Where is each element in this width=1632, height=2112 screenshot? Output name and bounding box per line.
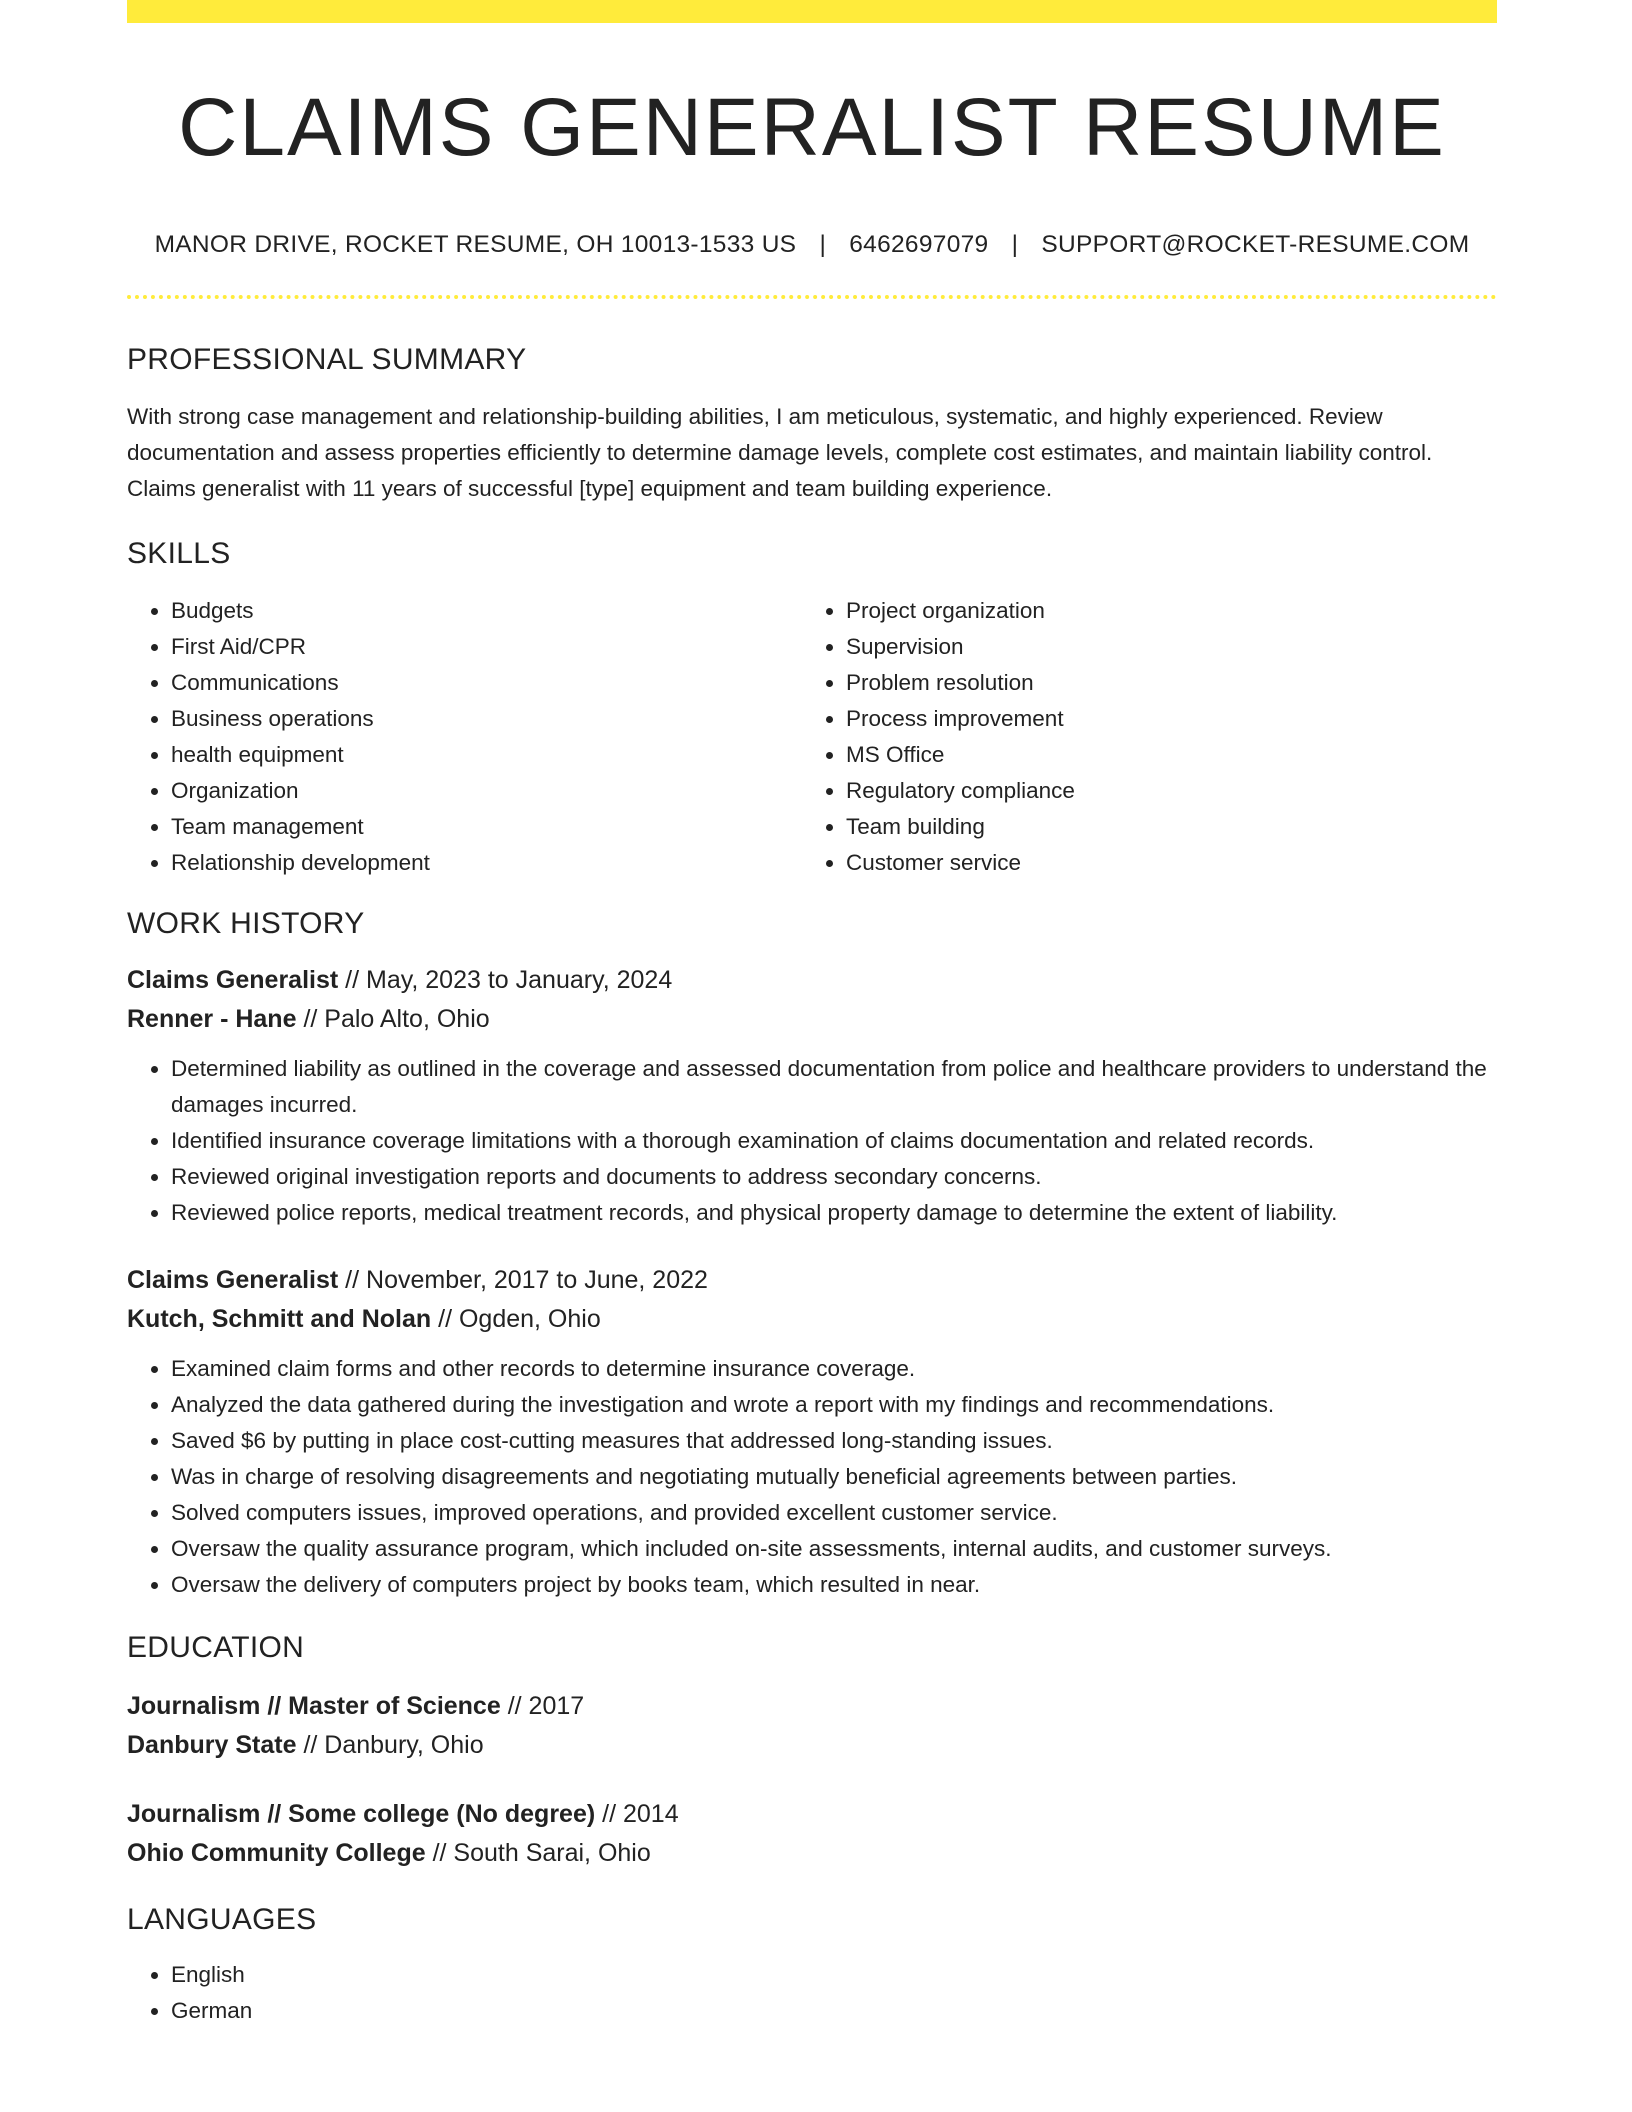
skills-heading: SKILLS: [127, 537, 231, 571]
job-bullet: • Reviewed police reports, medical treatment records, and physical property damage to determine the extent of liability.: [171, 1195, 1497, 1231]
job-location: // Palo Alto, Ohio: [303, 1005, 490, 1034]
skill-item: • Customer service: [846, 845, 1477, 881]
education-entry: [127, 1795, 1497, 1873]
job-bullet: • Identified insurance coverage limitations with a thorough examination of claims documentation and related records.: [171, 1123, 1497, 1159]
job-bullet: • Reviewed original investigation reports and documents to address secondary concerns.: [171, 1159, 1497, 1195]
language-item: • German: [171, 1993, 1497, 2029]
summary-heading: PROFESSIONAL SUMMARY: [127, 343, 527, 377]
skills-left-list: [127, 593, 802, 881]
resume-title: CLAIMS GENERALIST RESUME: [178, 82, 1446, 173]
skills-right-list: [802, 593, 1477, 881]
job-bullet: • Analyzed the data gathered during the investigation and wrote a report with my findings and recommendations.: [171, 1387, 1497, 1423]
job-bullets: [127, 1051, 1497, 1231]
job-bullet: • Was in charge of resolving disagreements and negotiating mutually beneficial agreements between parties.: [171, 1459, 1497, 1495]
skill-item: • Supervision: [846, 629, 1477, 665]
job-bullet: • Oversaw the delivery of computers project by books team, which resulted in near.: [171, 1567, 1497, 1603]
education-heading: EDUCATION: [127, 1631, 305, 1665]
skill-item: • Communications: [171, 665, 802, 701]
education-degree: Journalism // Some college (No degree): [127, 1800, 596, 1829]
skills-columns: [127, 593, 1497, 881]
job-company-line: [127, 1300, 1497, 1339]
education-location: // Danbury, Ohio: [303, 1731, 484, 1760]
job-bullet: • Oversaw the quality assurance program, which included on-site assessments, internal audits, and customer surveys.: [171, 1531, 1497, 1567]
skill-item: • MS Office: [846, 737, 1477, 773]
top-accent-bar: [127, 0, 1497, 23]
job-company: Kutch, Schmitt and Nolan: [127, 1305, 432, 1334]
skill-item: • Process improvement: [846, 701, 1477, 737]
languages-heading: LANGUAGES: [127, 1903, 317, 1937]
job-bullet: • Solved computers issues, improved operations, and provided excellent customer service.: [171, 1495, 1497, 1531]
summary-text: With strong case management and relationship-building abilities, I am meticulous, systematic, and highly experienced. Review documentation and assess properties efficiently to determine damage levels, complete cost estimates, and maintain liability control. Claims generalist with 11 years of successful [type] equipment and team building experience.: [127, 404, 1433, 502]
resume-page: [127, 0, 1497, 2029]
skill-item: • Regulatory compliance: [846, 773, 1477, 809]
phone: 6462697079: [849, 231, 989, 259]
education-school: Danbury State: [127, 1731, 297, 1760]
job-dates: // November, 2017 to June, 2022: [345, 1266, 708, 1295]
skill-item: • Problem resolution: [846, 665, 1477, 701]
skill-item: • First Aid/CPR: [171, 629, 802, 665]
job-entry: [127, 961, 1497, 1231]
skill-item: • health equipment: [171, 737, 802, 773]
job-dates: // May, 2023 to January, 2024: [345, 966, 673, 995]
language-item: • English: [171, 1957, 1497, 1993]
job-bullets: [127, 1351, 1497, 1603]
address: MANOR DRIVE, ROCKET RESUME, OH 10013-1533 US: [154, 231, 797, 259]
job-role: Claims Generalist: [127, 966, 339, 995]
skill-item: • Team building: [846, 809, 1477, 845]
dotted-divider: [127, 295, 1497, 299]
skill-item: • Budgets: [171, 593, 802, 629]
education-school-line: [127, 1726, 1497, 1765]
contact-separator: |: [1011, 231, 1019, 259]
skill-item: • Business operations: [171, 701, 802, 737]
job-role-line: [127, 961, 1497, 1000]
education-year: // 2017: [507, 1692, 585, 1721]
skill-item: • Team management: [171, 809, 802, 845]
skill-item: • Project organization: [846, 593, 1477, 629]
job-role: Claims Generalist: [127, 1266, 339, 1295]
contact-line: [127, 231, 1497, 259]
job-role-line: [127, 1261, 1497, 1300]
education-year: // 2014: [602, 1800, 679, 1829]
languages-list: [127, 1957, 1497, 2029]
education-entry: [127, 1687, 1497, 1765]
job-entry: [127, 1261, 1497, 1603]
work-history-heading: WORK HISTORY: [127, 907, 365, 941]
job-bullet: • Saved $6 by putting in place cost-cutting measures that addressed long-standing issues.: [171, 1423, 1497, 1459]
education-degree: Journalism // Master of Science: [127, 1692, 501, 1721]
education-location: // South Sarai, Ohio: [432, 1839, 651, 1868]
education-degree-line: [127, 1687, 1497, 1726]
education-school: Ohio Community College: [127, 1839, 426, 1868]
job-bullet: • Examined claim forms and other records to determine insurance coverage.: [171, 1351, 1497, 1387]
job-bullet: • Determined liability as outlined in the coverage and assessed documentation from police and healthcare providers to understand the damages incurred.: [171, 1051, 1497, 1123]
skill-item: • Relationship development: [171, 845, 802, 881]
education-degree-line: [127, 1795, 1497, 1834]
email: SUPPORT@ROCKET-RESUME.COM: [1041, 231, 1470, 259]
education-school-line: [127, 1834, 1497, 1873]
contact-separator: |: [819, 231, 827, 259]
job-company: Renner - Hane: [127, 1005, 297, 1034]
job-location: // Ogden, Ohio: [438, 1305, 601, 1334]
job-company-line: [127, 1000, 1497, 1039]
skill-item: • Organization: [171, 773, 802, 809]
